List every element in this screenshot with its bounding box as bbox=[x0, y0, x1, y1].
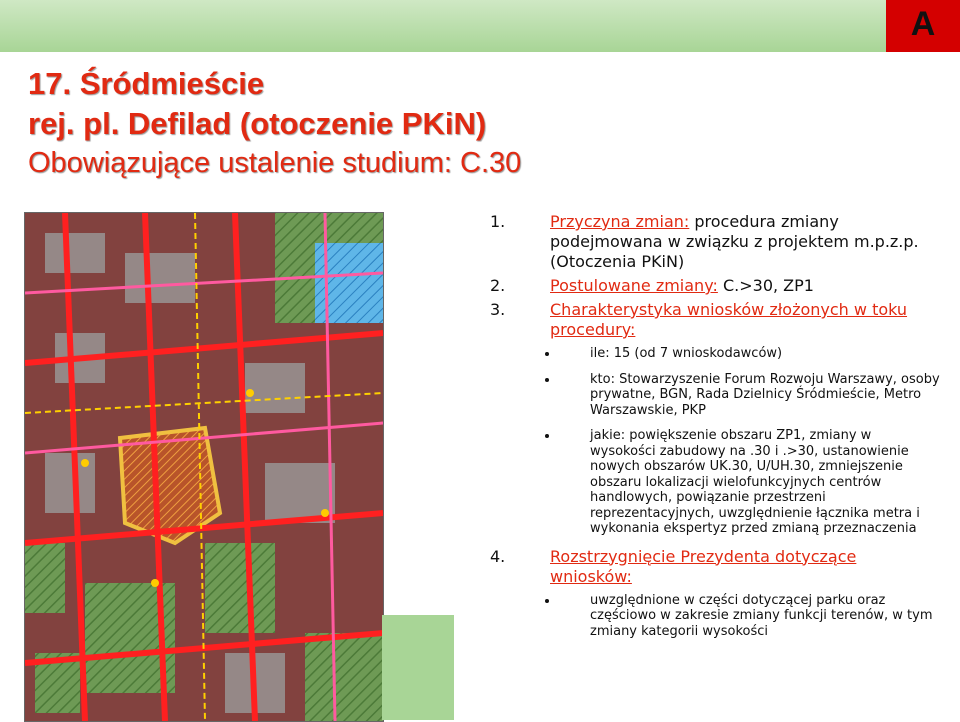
zoning-map-graphic bbox=[25, 213, 383, 721]
item-text: procedura zmiany podejmowana w związku z projektem m.p.z.p. (Otoczenia PKiN) bbox=[550, 212, 919, 271]
list-item bbox=[490, 276, 940, 296]
content-list bbox=[490, 212, 940, 649]
item-label: Postulowane zmiany: bbox=[550, 276, 718, 295]
title-line-1: 17. Śródmieście bbox=[28, 66, 265, 101]
bullet-item bbox=[490, 428, 940, 537]
list-item bbox=[490, 547, 940, 587]
bullet-icon bbox=[545, 599, 549, 603]
bullet-text: ile: 15 (od 7 wnioskodawców) bbox=[590, 346, 783, 361]
bullet-item bbox=[490, 372, 940, 419]
item-label: Rozstrzygnięcie Prezydenta dotyczące wniosków: bbox=[550, 546, 857, 586]
item-number: 2. bbox=[490, 276, 506, 295]
bullet-list bbox=[490, 346, 940, 537]
zoning-map-image bbox=[24, 212, 384, 722]
bullet-text: uwzględnione w części dotyczącej parku oraz częściowo w zakresie zmiany funkcji terenów, w tym zmiany kategorii wysokości bbox=[590, 592, 933, 639]
item-label: Charakterystyka wniosków złożonych w toku procedury: bbox=[550, 300, 908, 339]
header-green-strip bbox=[0, 0, 886, 52]
section-badge-letter: A bbox=[910, 5, 936, 43]
section-badge bbox=[886, 0, 960, 52]
footer-green-strip bbox=[382, 615, 454, 720]
item-number: 3. bbox=[490, 300, 506, 319]
bullet-icon bbox=[545, 352, 549, 356]
title-line-3: Obowiązujące ustalenie studium: C.30 bbox=[28, 147, 522, 179]
title-line-2: rej. pl. Defilad (otoczenie PKiN) bbox=[28, 106, 487, 141]
list-item bbox=[490, 212, 940, 272]
bullet-icon bbox=[545, 434, 549, 438]
list-item bbox=[490, 300, 940, 340]
bullet-item bbox=[490, 593, 940, 640]
bullet-text: kto: Stowarzyszenie Forum Rozwoju Warszawy, osoby prywatne, BGN, Rada Dzielnicy Śródmieście, Metro Warszawskie, PKP bbox=[590, 371, 940, 418]
bullet-icon bbox=[545, 378, 549, 382]
bullet-list bbox=[490, 593, 940, 640]
item-text: C.>30, ZP1 bbox=[717, 276, 814, 295]
item-label: Przyczyna zmian: bbox=[550, 212, 690, 231]
slide-title bbox=[28, 64, 628, 182]
bullet-text: jakie: powiększenie obszaru ZP1, zmiany w wysokości zabudowy na .30 i .>30, ustanowienie nowych obszarów UK.30, U/UH.30, zmniejszenie obszaru lokalizacji wielofunkcyjnych centrów handlowych, powiązanie przestrzeni reprezentacyjnych, uwzględnienie łącznika metra i wykonania ekspertyz przed zmianą przeznaczenia bbox=[590, 428, 920, 536]
item-number: 4. bbox=[490, 546, 506, 566]
item-number: 1. bbox=[490, 212, 506, 231]
bullet-item bbox=[490, 346, 940, 362]
